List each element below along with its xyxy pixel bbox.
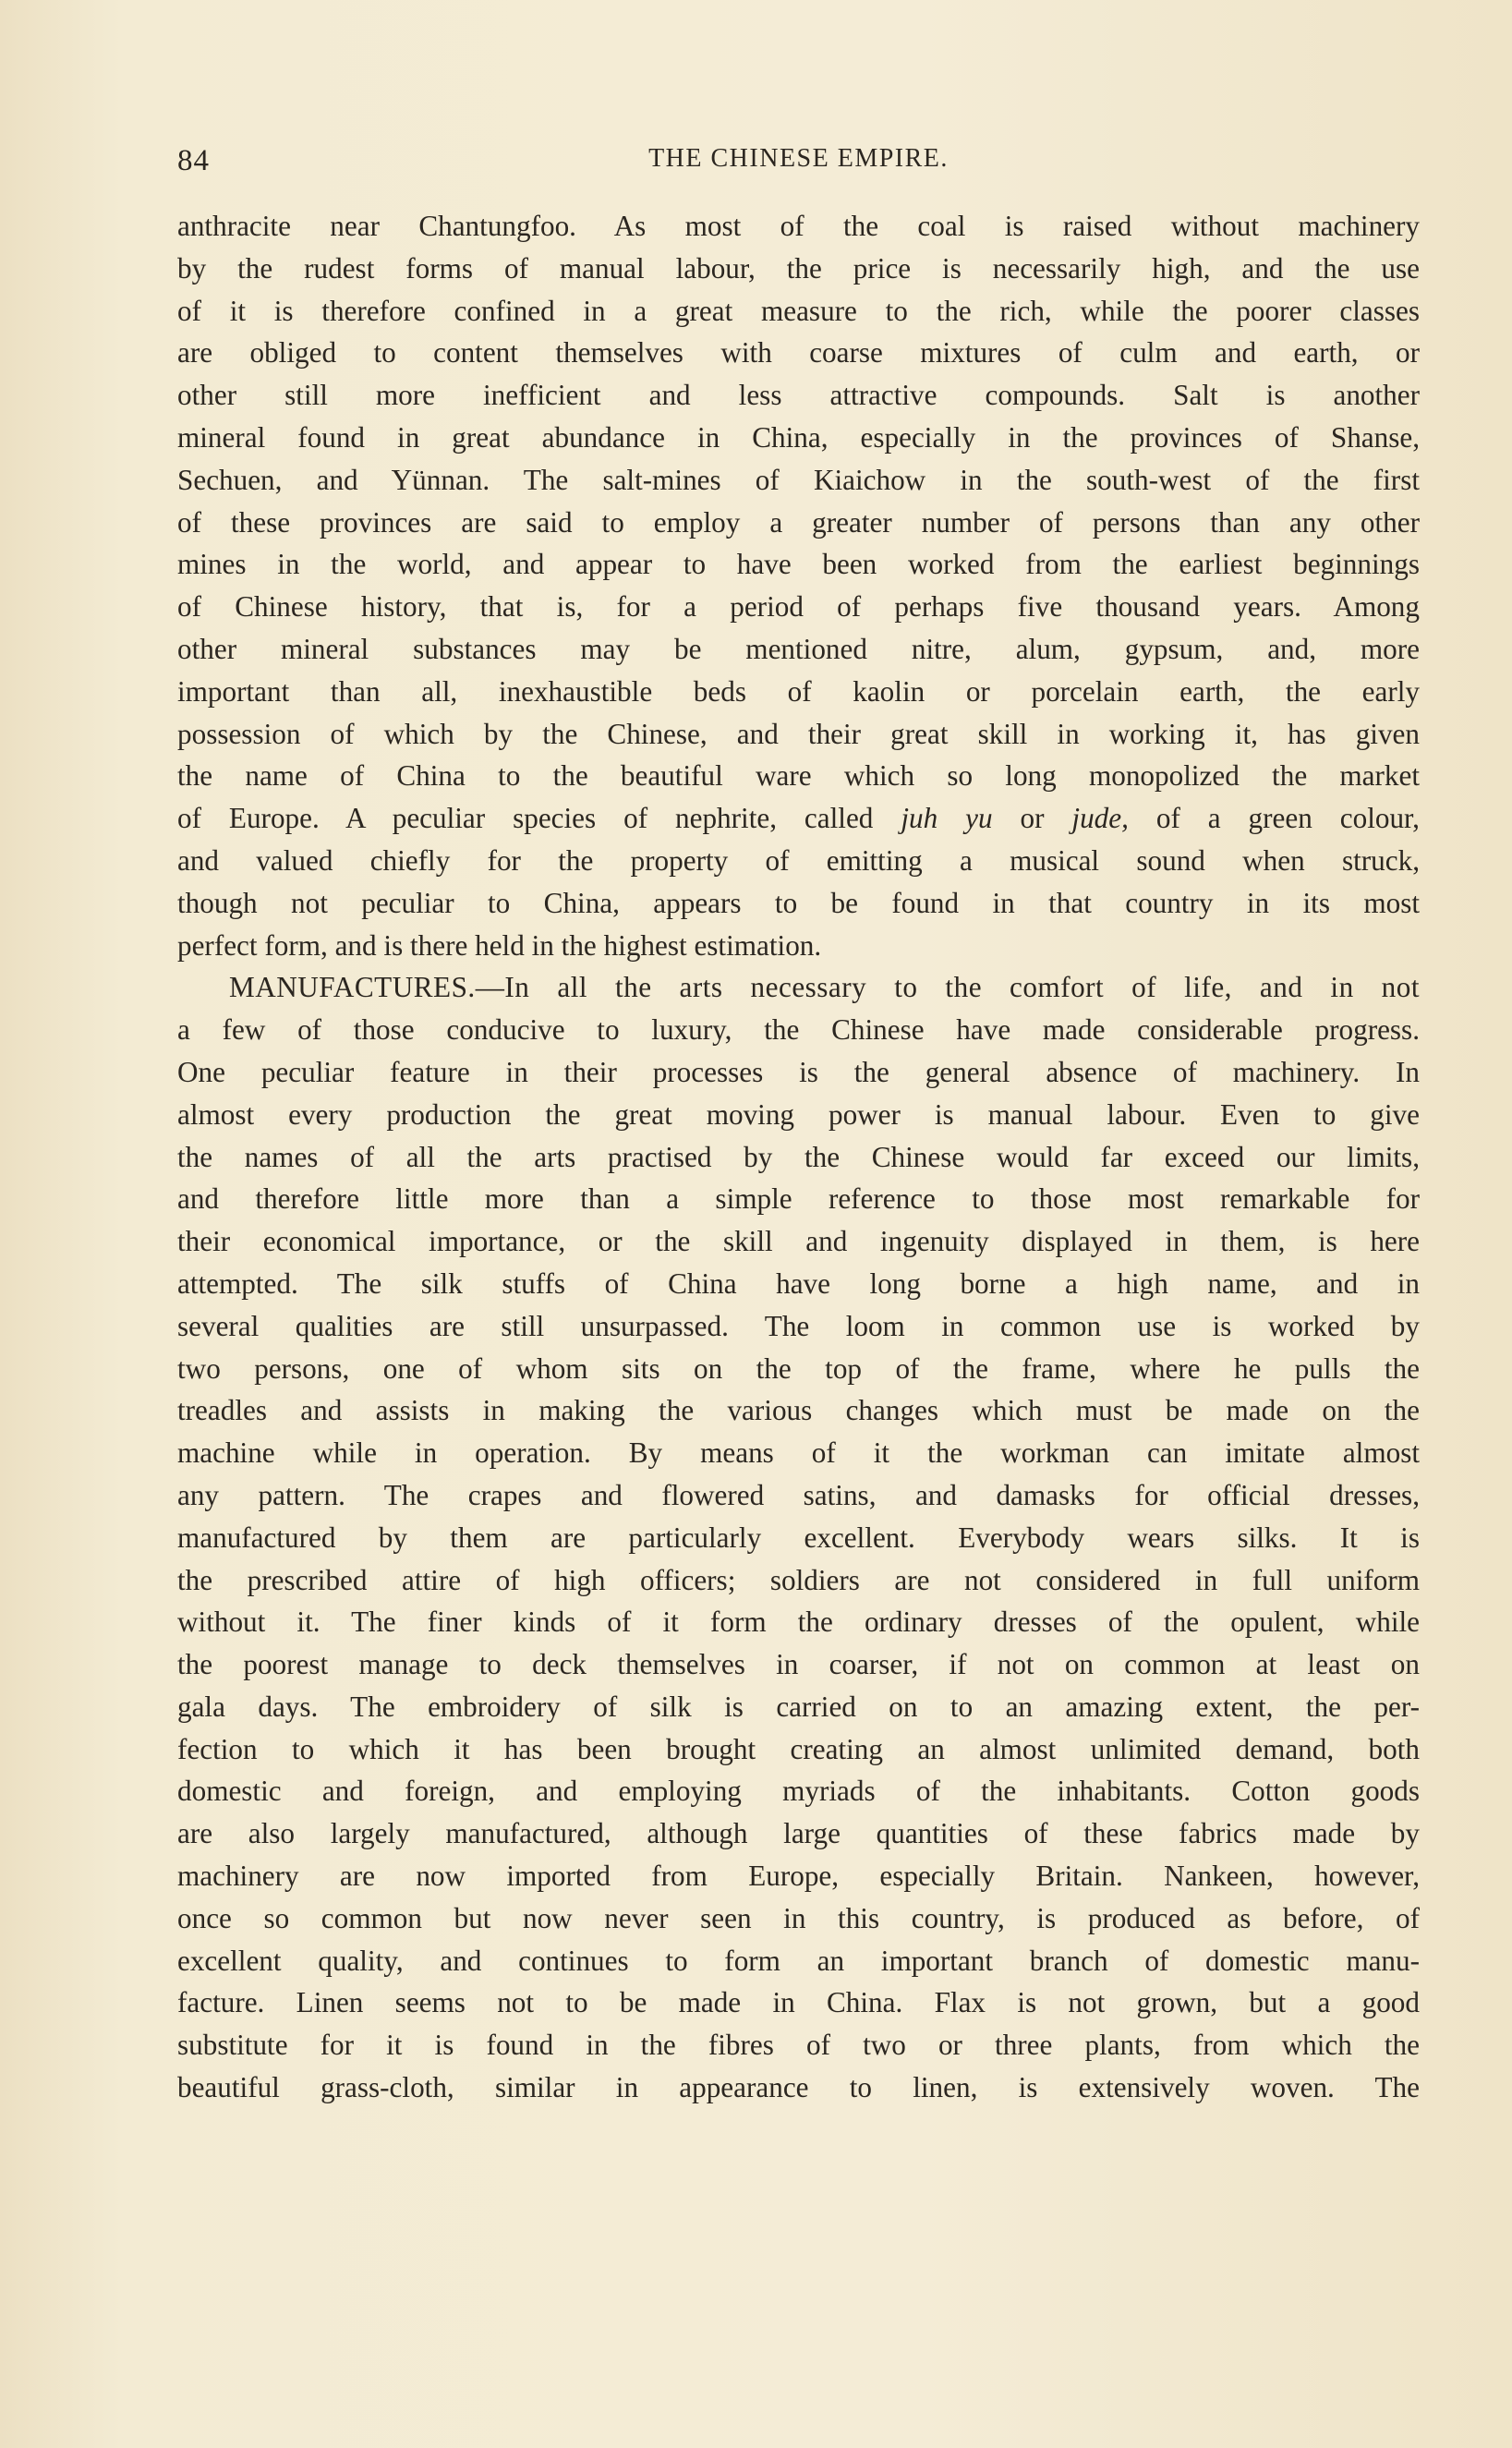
text-line: their economical importance, or the skill and ingenuity displayed in them, is here [177,1225,1420,1258]
body-text [177,205,1420,2109]
text-line: of Chinese history, that is, for a period of perhaps five thousand years. Among [177,590,1420,624]
text-line: machine while in operation. By means of it the workman can imitate almost [177,1436,1420,1470]
text-line: perfect form, and is there held in the highest estimation. [177,928,822,962]
text-line: mines in the world, and appear to have been worked from the earliest beginnings [177,548,1420,581]
text-segment: of Europe. A peculiar species of nephrite, called [177,802,901,835]
text-line: the name of China to the beautiful ware which so long monopolized the market [177,759,1420,793]
text-line: the names of all the arts practised by the Chinese would far exceed our limits, [177,1140,1420,1173]
text-line: important than all, inexhaustible beds of kaolin or porcelain earth, the early [177,674,1420,708]
text-line: any pattern. The crapes and flowered satins, and damasks for official dresses, [177,1478,1420,1511]
text-line: other still more inefficient and less attractive compounds. Salt is another [177,379,1420,412]
text-line: and valued chiefly for the property of emitting a musical sound when struck, [177,843,1420,877]
text-line-with-italics [177,797,1420,840]
text-line: beautiful grass-cloth, similar in appearance to linen, is extensively woven. The [177,2071,1420,2104]
text-line: attempted. The silk stuffs of China have long borne a high name, and in [177,1266,1420,1300]
italic-term-juh-yu: juh yu [901,802,993,835]
text-line: two persons, one of whom sits on the top of the frame, where he pulls the [177,1351,1420,1385]
text-line: are obliged to content themselves with coarse mixtures of culm and earth, or [177,336,1420,370]
text-line: other mineral substances may be mentioned nitre, alum, gypsum, and, more [177,632,1420,665]
text-line: and therefore little more than a simple reference to those most remarkable for [177,1182,1420,1216]
text-line: fection to which it has been brought creating an almost unlimited demand, both [177,1732,1420,1765]
text-line: almost every production the great moving power is manual labour. Even to give [177,1097,1420,1131]
text-line: excellent quality, and continues to form an important branch of domestic manu- [177,1944,1420,1977]
page-number: 84 [177,144,210,177]
text-line: are also largely manufactured, although large quantities of these fabrics made by [177,1817,1420,1850]
text-line: facture. Linen seems not to be made in China. Flax is not grown, but a good [177,1986,1420,2019]
text-line: One peculiar feature in their processes is the general absence of machinery. In [177,1055,1420,1088]
text-segment: of a green colour, [1128,802,1420,835]
text-line: the prescribed attire of high officers; soldiers are not considered in full uniform [177,1563,1420,1596]
text-line: of these provinces are said to employ a greater number of persons than any other [177,505,1420,539]
text-line: of it is therefore confined in a great measure to the rich, while the poorer classes [177,294,1420,327]
text-line: manufactured by them are particularly excellent. Everybody wears silks. It is [177,1521,1420,1554]
text-line: gala days. The embroidery of silk is carried on to an amazing extent, the per- [177,1690,1420,1723]
section-heading-line: MANUFACTURES.—In all the arts necessary to the comfort of life, and in not [229,971,1420,1004]
text-line: possession of which by the Chinese, and their great skill in working it, has given [177,717,1420,750]
text-line: mineral found in great abundance in China, especially in the provinces of Shanse, [177,420,1420,454]
text-line: several qualities are still unsurpassed. The loom in common use is worked by [177,1309,1420,1342]
running-head [177,144,1420,185]
text-line: treadles and assists in making the various changes which must be made on the [177,1394,1420,1427]
text-line: domestic and foreign, and employing myriads of the inhabitants. Cotton goods [177,1775,1420,1808]
text-segment: or [992,802,1072,835]
text-line: a few of those conducive to luxury, the Chinese have made considerable progress. [177,1013,1420,1047]
text-line: substitute for it is found in the fibres of two or three plants, from which the [177,2029,1420,2062]
text-line: by the rudest forms of manual labour, the price is necessarily high, and the use [177,251,1420,285]
text-line: without it. The finer kinds of it form the ordinary dresses of the opulent, while [177,1606,1420,1639]
text-line: though not peculiar to China, appears to be found in that country in its most [177,886,1420,919]
text-line: machinery are now imported from Europe, especially Britain. Nankeen, however, [177,1860,1420,1893]
running-title: THE CHINESE EMPIRE. [648,144,949,173]
italic-term-jude: jude, [1071,802,1129,835]
text-line: the poorest manage to deck themselves in coarser, if not on common at least on [177,1648,1420,1681]
text-line: Sechuen, and Yünnan. The salt-mines of Kiaichow in the south-west of the first [177,463,1420,496]
text-line: anthracite near Chantungfoo. As most of the coal is raised without machinery [177,210,1420,242]
text-line: once so common but now never seen in this country, is produced as before, of [177,1901,1420,1934]
